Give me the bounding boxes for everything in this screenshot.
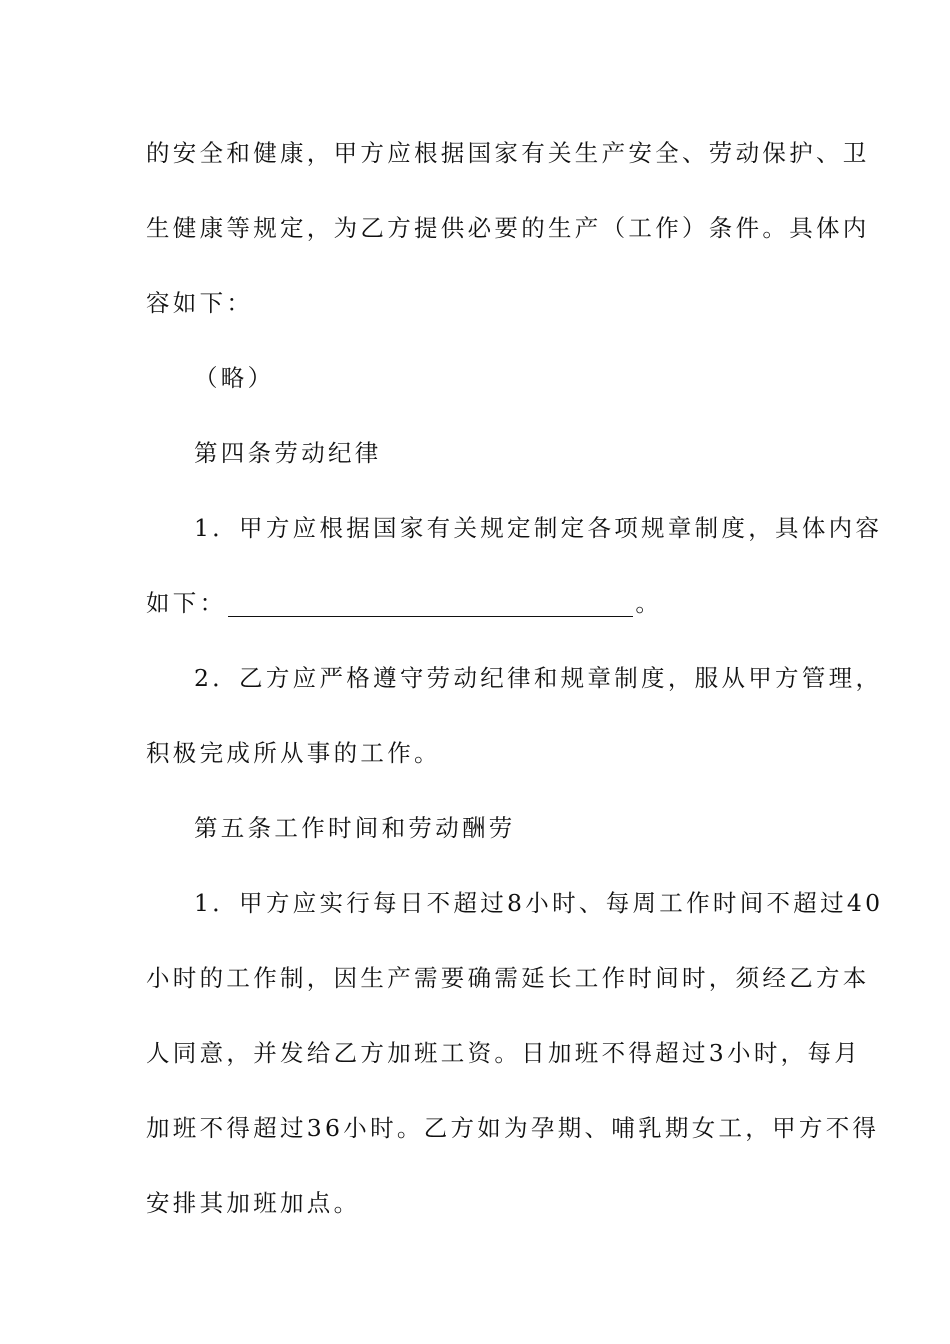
paragraph-line: 小时的工作制，因生产需要确需延长工作时间时，须经乙方本 bbox=[146, 964, 870, 992]
fill-in-period: 。 bbox=[635, 589, 663, 617]
paragraph-line: 容如下： bbox=[146, 289, 254, 317]
paragraph-line: 的安全和健康，甲方应根据国家有关生产安全、劳动保护、卫 bbox=[146, 139, 870, 167]
article-five-heading: 第五条工作时间和劳动酬劳 bbox=[194, 814, 516, 842]
article-four-heading: 第四条劳动纪律 bbox=[194, 439, 382, 467]
paragraph-line: 人同意，并发给乙方加班工资。日加班不得超过3小时，每月 bbox=[146, 1039, 862, 1067]
paragraph-line: 1．甲方应实行每日不超过8小时、每周工作时间不超过40 bbox=[194, 889, 884, 917]
paragraph-line: 2．乙方应严格遵守劳动纪律和规章制度，服从甲方管理， bbox=[194, 664, 883, 692]
paragraph-line: 安排其加班加点。 bbox=[146, 1189, 361, 1217]
document-body bbox=[146, 128, 884, 1253]
fill-in-line bbox=[146, 578, 808, 653]
fill-in-label: 如下： bbox=[146, 589, 227, 617]
omitted-note: （略） bbox=[194, 364, 275, 392]
paragraph-line: 1．甲方应根据国家有关规定制定各项规章制度，具体内容 bbox=[194, 514, 883, 542]
paragraph-line: 生健康等规定，为乙方提供必要的生产（工作）条件。具体内 bbox=[146, 214, 870, 242]
paragraph-line: 积极完成所从事的工作。 bbox=[146, 739, 441, 767]
paragraph-line: 加班不得超过36小时。乙方如为孕期、哺乳期女工，甲方不得 bbox=[146, 1114, 880, 1142]
fill-in-blank bbox=[228, 588, 633, 617]
